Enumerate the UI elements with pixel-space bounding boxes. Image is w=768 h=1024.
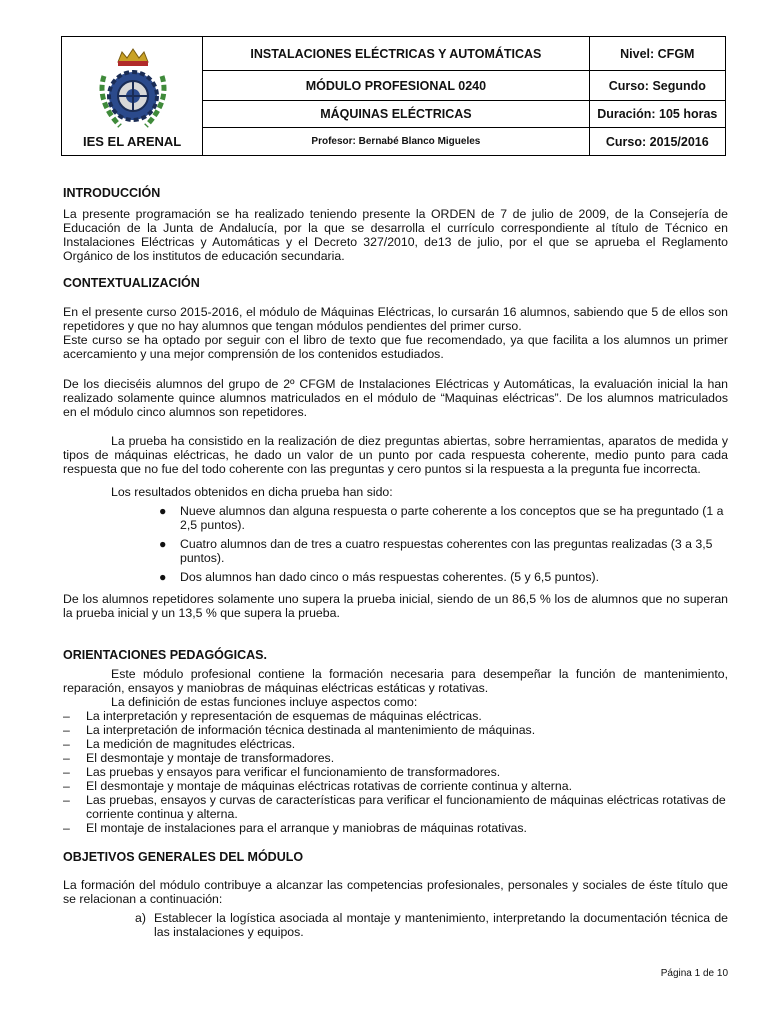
list-item: ● Cuatro alumnos dan de tres a cuatro respuestas coherentes con las preguntas realizadas (3 a 3,5 puntos). [159, 537, 713, 565]
crest-icon [90, 46, 176, 132]
school-crest [62, 44, 202, 132]
context-p1: En el presente curso 2015-2016, el módulo de Máquinas Eléctricas, lo cursarán 16 alumnos, sabiendo que 5 de ellos son repetidores y que no hay alumnos que tengan módulos pendientes del primer curso. [63, 305, 728, 333]
context-p4: La prueba ha consistido en la realización de diez preguntas abiertas, sobre herramientas, aparatos de medida y tipos de máquinas eléctricas, he dado un valor de un punto por cada respuesta coherente, medio punto para cada respuesta que no fue del todo coherente con las preguntas y cero puntos si la respuesta a la pregunta fue incorrecta. [63, 434, 728, 476]
list-item: a) Establecer la logística asociada al montaje y mantenimiento, interpretando la documentación técnica de las instalaciones y equipos. [135, 911, 728, 939]
objectives-section [63, 850, 728, 939]
list-item: ● Nueve alumnos dan alguna respuesta o parte coherente a los conceptos que se ha preguntado (1 a 2,5 puntos). [159, 504, 724, 532]
course: Curso: Segundo [589, 71, 725, 101]
objectives-heading: OBJETIVOS GENERALES DEL MÓDULO [63, 850, 304, 864]
list-item: – La medición de magnitudes eléctricas. [63, 737, 296, 751]
orient-heading: ORIENTACIONES PEDAGÓGICAS. [63, 648, 267, 662]
context-p5: Los resultados obtenidos en dicha prueba han sido: [111, 485, 393, 499]
header-table [61, 36, 726, 156]
context-p3: De los dieciséis alumnos del grupo de 2º CFGM de Instalaciones Eléctricas y Automáticas, la evaluación inicial la han realizado solamente quince alumnos matriculados en el módulo de “Maquinas eléctricas”. De los alumnos matriculados en el módulo cinco alumnos son repetidores. [63, 377, 728, 419]
intro-heading: INTRODUCCIÓN [63, 186, 161, 200]
list-item: – Las pruebas y ensayos para verificar el funcionamiento de transformadores. [63, 765, 501, 779]
teacher: Profesor: Bernabé Blanco Migueles [203, 128, 589, 156]
intro-section [63, 186, 728, 263]
list-item: – La interpretación de información técnica destinada al mantenimiento de máquinas. [63, 723, 536, 737]
duration: Duración: 105 horas [589, 101, 725, 128]
context-p2: Este curso se ha optado por seguir con el libro de texto que fue recomendado, ya que facilita a los alumnos un primer acercamiento y una mejor comprensión de los contenidos estudiados. [63, 333, 728, 361]
context-heading: CONTEXTUALIZACIÓN [63, 276, 200, 290]
page-number: Página 1 de 10 [660, 968, 728, 979]
orient-p2: La definición de estas funciones incluye aspectos como: [111, 695, 418, 709]
list-item: – El desmontaje y montaje de transformadores. [63, 751, 335, 765]
list-item: – La interpretación y representación de esquemas de máquinas eléctricas. [63, 709, 482, 723]
school-name: IES EL ARENAL [82, 134, 182, 149]
context-section [63, 276, 728, 620]
level: Nivel: CFGM [589, 37, 725, 71]
orient-section [63, 648, 728, 835]
intro-text: La presente programación se ha realizado teniendo presente la ORDEN de 7 de julio de 2009, de la Consejería de Educación de la Junta de Andalucía, por la que se desarrolla el currículo correspondiente al título de Técnico en Instalaciones Eléctricas y Automáticas y el Decreto 327/2010, de13 de julio, por el que se aprueba el Reglamento Orgánico de los institutos de educación secundaria. [63, 207, 728, 263]
orient-p1: Este módulo profesional contiene la formación necesaria para desempeñar la función de mantenimiento, reparación, ensayos y maniobras de máquinas eléctricas estáticas y rotativas. [63, 667, 728, 695]
list-item: ● Dos alumnos han dado cinco o más respuestas coherentes. (5 y 6,5 puntos). [159, 570, 600, 584]
results-list [63, 504, 728, 584]
context-p6: De los alumnos repetidores solamente uno supera la prueba inicial, siendo de un 86,5 % los de alumnos que no superan la prueba inicial y un 13,5 % que supera la prueba. [63, 592, 728, 620]
program-title: INSTALACIONES ELÉCTRICAS Y AUTOMÁTICAS [203, 37, 589, 71]
aspects-list [63, 709, 728, 835]
list-item: – El montaje de instalaciones para el arranque y maniobras de máquinas rotativas. [63, 821, 527, 835]
objectives-p1: La formación del módulo contribuye a alcanzar las competencias profesionales, personales y sociales de éste título que se relacionan a continuación: [63, 878, 728, 906]
logo-cell [62, 37, 203, 156]
list-item: – Las pruebas, ensayos y curvas de características para verificar el funcionamiento de máquinas eléctricas rotativas de corriente continua y alterna. [63, 793, 726, 821]
school-year: Curso: 2015/2016 [589, 128, 725, 156]
module-code: MÓDULO PROFESIONAL 0240 [203, 71, 589, 101]
subject: MÁQUINAS ELÉCTRICAS [203, 101, 589, 128]
list-item: – El desmontaje y montaje de máquinas eléctricas rotativas de corriente continua y alterna. [63, 779, 572, 793]
